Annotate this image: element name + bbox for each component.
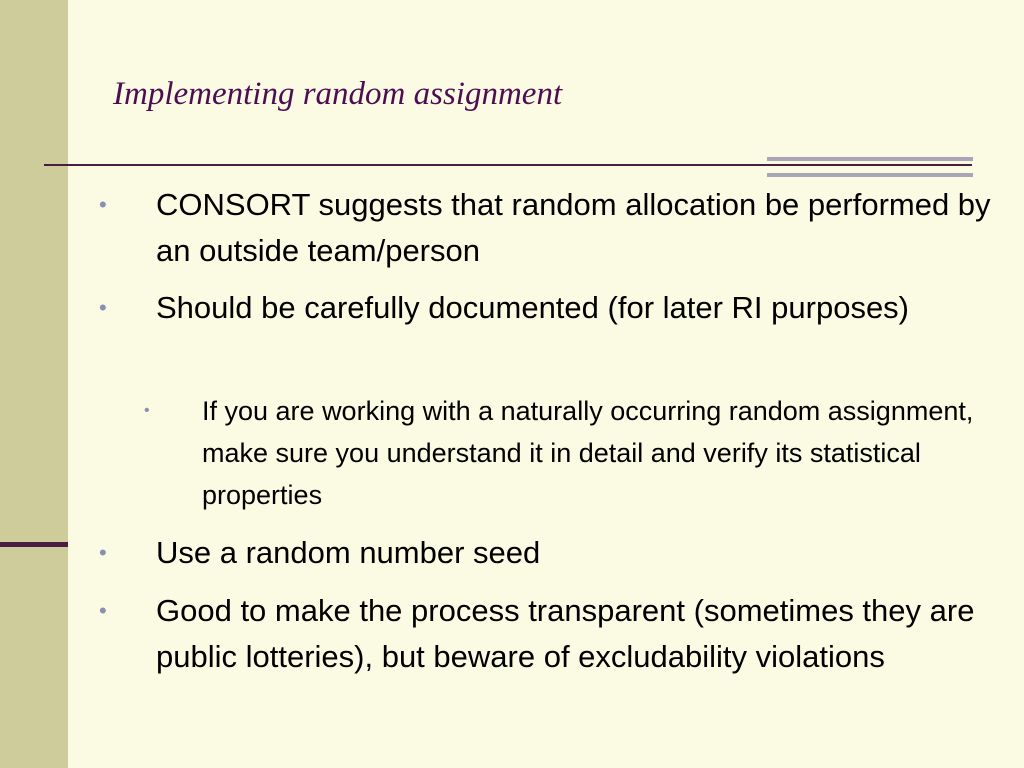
bullet-item xyxy=(99,285,996,331)
slide-title: Implementing random assignment xyxy=(113,76,563,112)
sub-bullet-item xyxy=(144,390,1002,516)
bullet-icon: • xyxy=(99,540,107,565)
bullet-item xyxy=(99,588,996,680)
bullet-item xyxy=(99,182,996,274)
bullet-text: Good to make the process transparent (sometimes they are public lotteries), but beware of excludability violations xyxy=(156,593,975,674)
sub-bullet-icon: • xyxy=(144,402,150,419)
sub-bullet-text: If you are working with a naturally occurring random assignment, make sure you understand it in detail and verify its statistical properties xyxy=(202,396,974,510)
bullet-text: Use a random number seed xyxy=(156,535,541,570)
bullet-icon: • xyxy=(99,598,107,623)
bullet-icon: • xyxy=(99,295,107,320)
bullet-text: CONSORT suggests that random allocation be performed by an outside team/person xyxy=(156,187,991,268)
bullet-item xyxy=(99,530,996,576)
bullet-text: Should be carefully documented (for later RI purposes) xyxy=(156,290,910,325)
bullet-icon: • xyxy=(99,192,107,217)
